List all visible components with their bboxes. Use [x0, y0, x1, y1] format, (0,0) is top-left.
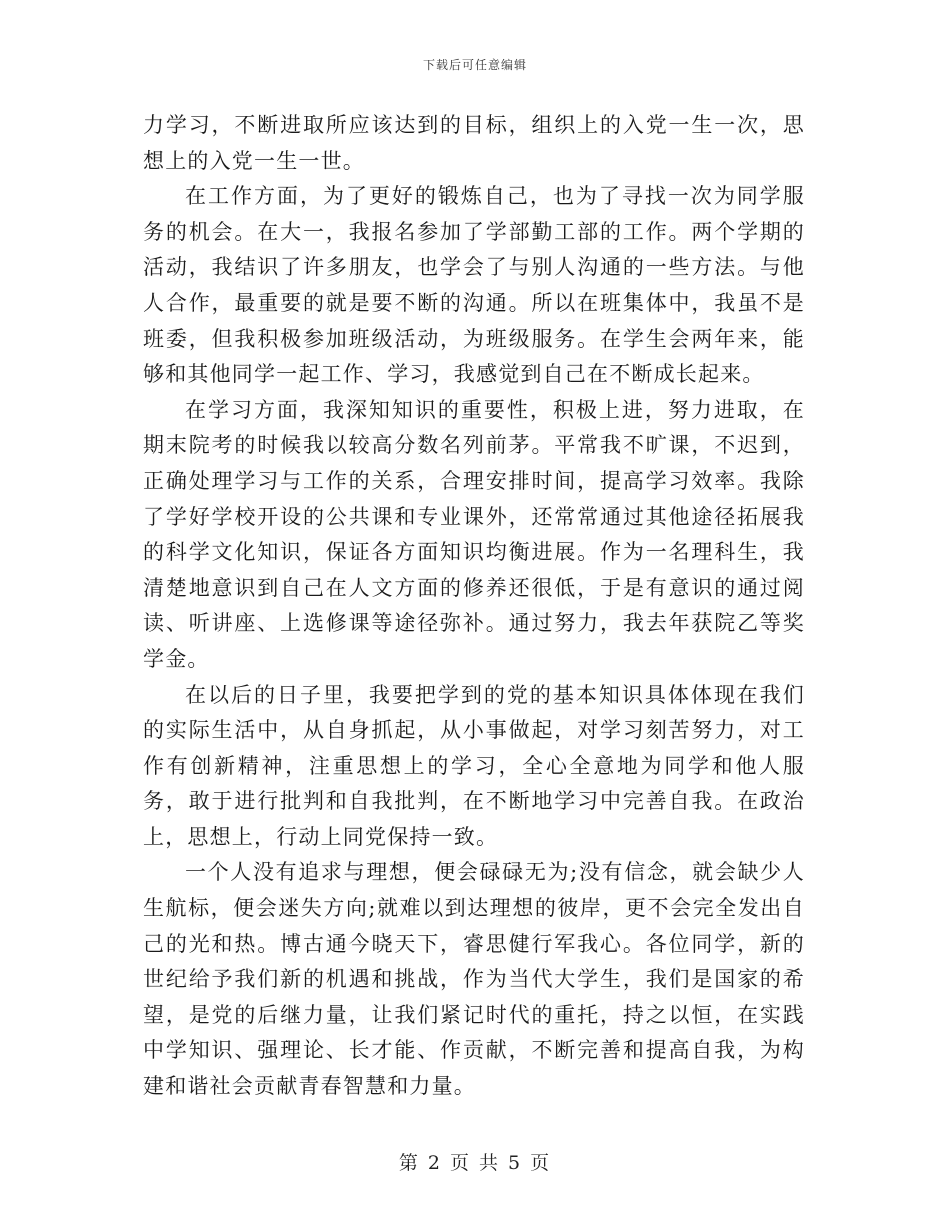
paragraph-1: 力学习，不断进取所应该达到的目标，组织上的入党一生一次，思想上的入党一生一世。 [143, 113, 805, 173]
paragraph-study: 在学习方面，我深知知识的重要性，积极上进，努力进取，在期末院考的时候我以较高分数名列前茅。平常我不旷课，不迟到，正确处理学习与工作的关系，合理安排时间，提高学习效率。我除了学好学校开设的公共课和专业课外，还常常通过其他途径拓展我的科学文化知识，保证各方面知识均衡进展。作为一名理科生，我清楚地意识到自己在人文方面的修养还很低，于是有意识的通过阅读、听讲座、上选修课等途径弥补。通过努力，我去年获院乙等奖学金。 [143, 397, 805, 671]
document-body [143, 108, 805, 1105]
paragraph-work: 在工作方面，为了更好的锻炼自己，也为了寻找一次为同学服务的机会。在大一，我报名参加了学部勤工部的工作。两个学期的活动，我结识了许多朋友，也学会了与别人沟通的一些方法。与他人合作，最重要的就是要不断的沟通。所以在班集体中，我虽不是班委，但我积极参加班级活动，为班级服务。在学生会两年来，能够和其他同学一起工作、学习，我感觉到自己在不断成长起来。 [143, 184, 805, 387]
page-header-note: 下载后可任意编辑 [422, 58, 527, 72]
page-number-footer: 第 2 页 共 5 页 [398, 1152, 552, 1174]
paragraph-closing: 一个人没有追求与理想，便会碌碌无为;没有信念，就会缺少人生航标，便会迷失方向;就难以到达理想的彼岸，更不会完全发出自己的光和热。博古通今晓天下，睿思健行军我心。各位同学，新的世纪给予我们新的机遇和挑战，作为当代大学生，我们是国家的希望，是党的后继力量，让我们紧记时代的重托，持之以恒，在实践中学知识、强理论、长才能、作贡献，不断完善和提高自我，为构建和谐社会贡献青春智慧和力量。 [143, 860, 805, 1099]
paragraph-future: 在以后的日子里，我要把学到的党的基本知识具体体现在我们的实际生活中，从自身抓起，从小事做起，对学习刻苦努力，对工作有创新精神，注重思想上的学习，全心全意地为同学和他人服务，敢于进行批判和自我批判，在不断地学习中完善自我。在政治上，思想上，行动上同党保持一致。 [143, 682, 805, 849]
